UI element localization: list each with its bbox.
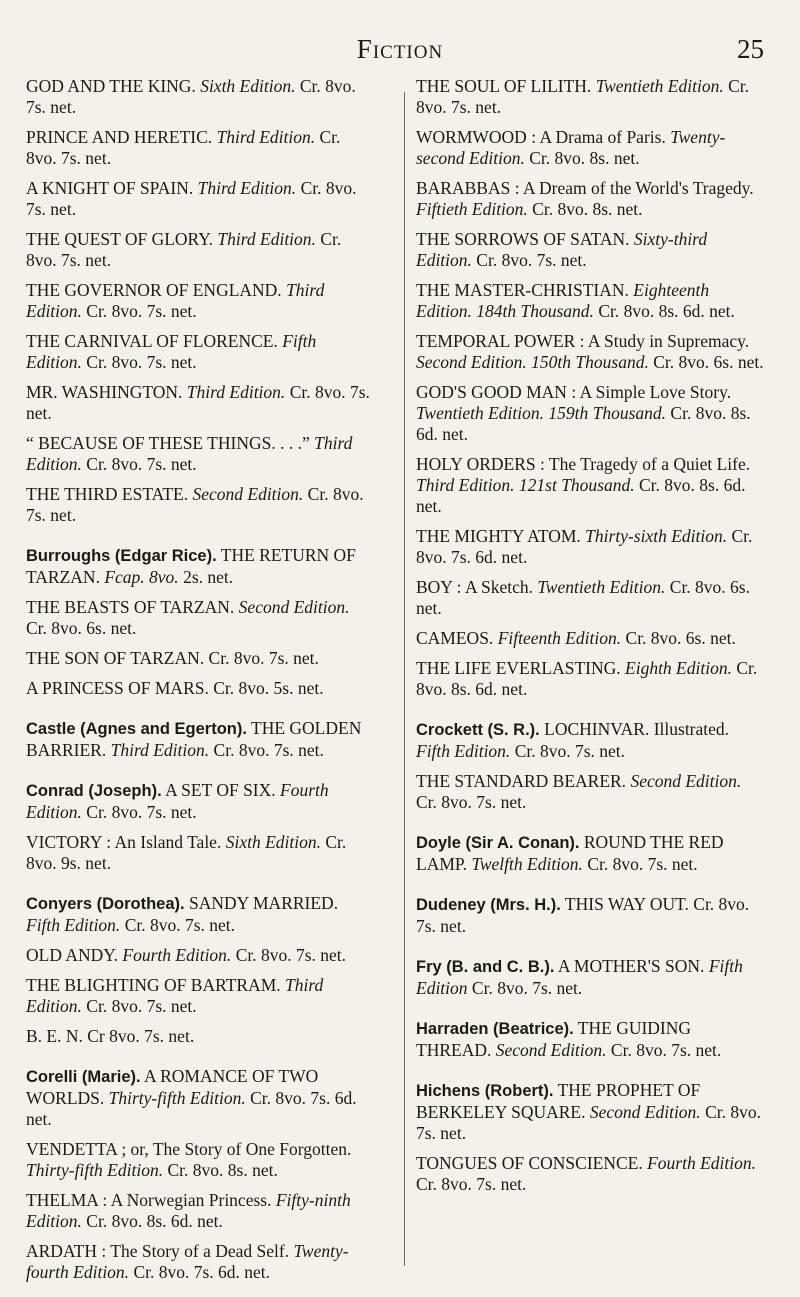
- catalog-entry: [26, 975, 374, 1017]
- entry-edition: Fifth Edition.: [26, 331, 317, 372]
- entry-details: Cr. 8vo. 7s. 6d. net.: [133, 1262, 271, 1282]
- catalog-entry: [26, 597, 374, 639]
- entry-details: Cr. 8vo. 7s. net.: [26, 382, 370, 423]
- entry-edition: Fifth Edition.: [26, 915, 121, 935]
- entry-edition: Third Edition.: [26, 975, 324, 1016]
- entry-details: Cr. 8vo. 8s. net.: [532, 199, 643, 219]
- entry-edition: Third Edition.: [197, 178, 297, 198]
- entry-edition: Third Edition.: [216, 127, 316, 147]
- entry-title: B. E. N.: [26, 1026, 83, 1046]
- catalog-entry: [416, 526, 764, 568]
- entry-edition: Fcap. 8vo.: [104, 567, 179, 587]
- entry-title: VENDETTA ; or, The Story of One Forgotten.: [26, 1139, 352, 1159]
- entry-details: Cr. 8vo. 7s. net.: [610, 1040, 722, 1060]
- entry-title: THE LIFE EVERLASTING.: [416, 658, 621, 678]
- entry-author: Crockett (S. R.).: [416, 721, 540, 739]
- catalog-entry: [416, 382, 764, 445]
- entry-edition: Third Edition. 121st Thousand.: [416, 475, 635, 495]
- entry-title: LOCHINVAR. Illustrated.: [544, 719, 730, 739]
- catalog-entry: [416, 719, 764, 762]
- entry-title: VICTORY : An Island Tale.: [26, 832, 222, 852]
- entry-details: Cr. 8vo. 7s. net.: [86, 352, 197, 372]
- entry-author: Hichens (Robert).: [416, 1082, 554, 1100]
- entry-title: GOD AND THE KING.: [26, 76, 196, 96]
- entry-title: A SET OF SIX.: [165, 780, 276, 800]
- entry-title: THE STANDARD BEARER.: [416, 771, 627, 791]
- entry-author: Conyers (Dorothea).: [26, 895, 185, 913]
- entry-edition: Second Edition. 150th Thousand.: [416, 352, 649, 372]
- entry-edition: Twentieth Edition.: [537, 577, 666, 597]
- entry-edition: Eighth Edition.: [625, 658, 732, 678]
- entry-details: Cr. 8vo. 7s. net.: [416, 894, 750, 936]
- entry-title: A ROMANCE OF TWO WORLDS.: [26, 1066, 319, 1108]
- entry-edition: Eighteenth Edition. 184th Thousand.: [416, 280, 710, 321]
- entry-title: THE SOUL OF LILITH.: [416, 76, 592, 96]
- entry-author: Dudeney (Mrs. H.).: [416, 896, 561, 914]
- catalog-entry: [26, 1190, 374, 1232]
- entry-author: Doyle (Sir A. Conan).: [416, 834, 580, 852]
- catalog-entry: [416, 280, 764, 322]
- entry-title: THE RETURN OF TARZAN.: [26, 545, 356, 587]
- entry-details: Cr. 8vo. 6s. net.: [625, 628, 736, 648]
- entry-title: THE QUEST OF GLORY.: [26, 229, 214, 249]
- entry-details: Cr. 8vo. 8s. net.: [167, 1160, 278, 1180]
- entry-edition: Fourth Edition.: [647, 1153, 756, 1173]
- entry-details: Cr. 8vo. 7s. net.: [587, 854, 698, 874]
- catalog-entry: [416, 658, 764, 700]
- catalog-entry: [26, 280, 374, 322]
- entry-edition: Fourth Edition.: [122, 945, 232, 965]
- entry-edition: Third Edition.: [186, 382, 286, 402]
- entry-title: BOY : A Sketch.: [416, 577, 533, 597]
- entry-details: Cr. 8vo. 6s. net.: [416, 577, 750, 618]
- entry-title: THE GUIDING THREAD.: [416, 1018, 692, 1060]
- entry-edition: Third Edition.: [217, 229, 316, 249]
- entry-details: Cr. 8vo. 7s. net.: [26, 178, 357, 219]
- entry-title: WORMWOOD : A Drama of Paris.: [416, 127, 666, 147]
- entry-title: A PRINCESS OF MARS.: [26, 678, 209, 698]
- entry-details: Cr. 8vo. 7s. net.: [86, 996, 197, 1016]
- entry-edition: Thirty-sixth Edition.: [585, 526, 728, 546]
- left-column: [26, 76, 374, 1292]
- entry-details: Cr. 8vo. 7s. net.: [208, 648, 319, 668]
- entry-title: HOLY ORDERS : The Tragedy of a Quiet Life.: [416, 454, 751, 474]
- entry-author: Fry (B. and C. B.).: [416, 958, 555, 976]
- catalog-entry: [26, 678, 374, 699]
- entry-details: Cr. 8vo. 8s. net.: [529, 148, 640, 168]
- entry-details: Cr. 8vo. 7s. net.: [213, 740, 324, 760]
- catalog-entry: [26, 1241, 374, 1283]
- entry-details: Cr. 8vo. 8s. 6d. net.: [86, 1211, 223, 1231]
- entry-title: ARDATH : The Story of a Dead Self.: [26, 1241, 290, 1261]
- entry-details: 2s. net.: [183, 567, 234, 587]
- catalog-entry: [416, 832, 764, 875]
- catalog-entry: [416, 127, 764, 169]
- entry-details: Cr. 8vo. 7s. net.: [86, 802, 197, 822]
- catalog-entry: [416, 956, 764, 999]
- entry-title: THE SORROWS OF SATAN.: [416, 229, 630, 249]
- entry-edition: Third Edition.: [110, 740, 210, 760]
- catalog-entry: [416, 76, 764, 118]
- entry-author: Castle (Agnes and Egerton).: [26, 720, 247, 738]
- entry-edition: Sixty-third Edition.: [416, 229, 708, 270]
- entry-details: Cr. 8vo. 7s. net.: [476, 250, 587, 270]
- catalog-entry: [26, 127, 374, 169]
- catalog-entry: [416, 178, 764, 220]
- entry-title: OLD ANDY.: [26, 945, 119, 965]
- page-header: [0, 12, 800, 62]
- column-divider: [404, 92, 405, 1266]
- entry-title: THELMA : A Norwegian Princess.: [26, 1190, 272, 1210]
- entry-edition: Fourth Edition.: [26, 780, 329, 822]
- catalog-entry: [416, 1018, 764, 1061]
- entry-edition: Sixth Edition.: [225, 832, 321, 852]
- entry-edition: Second Edition.: [589, 1102, 701, 1122]
- entry-title: A MOTHER'S SON.: [557, 956, 705, 976]
- entry-title: THE BEASTS OF TARZAN.: [26, 597, 235, 617]
- catalog-entry: [416, 229, 764, 271]
- entry-edition: Second Edition.: [238, 597, 350, 617]
- entry-edition: Fifth Edition.: [416, 741, 511, 761]
- entry-title: TEMPORAL POWER : A Study in Supremacy.: [416, 331, 750, 351]
- entry-edition: Sixth Edition.: [200, 76, 296, 96]
- entry-author: Harraden (Beatrice).: [416, 1020, 574, 1038]
- entry-edition: Second Edition.: [630, 771, 742, 791]
- catalog-entry: [26, 229, 374, 271]
- entry-details: Cr. 8vo. 7s. net.: [26, 76, 356, 117]
- entry-details: Cr. 8vo. 7s. net.: [124, 915, 236, 935]
- entry-title: THIS WAY OUT.: [564, 894, 689, 914]
- entry-details: Cr. 8vo. 7s. net.: [86, 301, 197, 321]
- entry-details: Cr. 8vo. 7s. net.: [514, 741, 626, 761]
- right-column: [416, 76, 764, 1204]
- entry-details: Cr. 8vo. 7s. 6d. net.: [26, 1088, 357, 1129]
- entry-edition: Fiftieth Edition.: [416, 199, 528, 219]
- catalog-entry: [26, 1026, 374, 1047]
- entry-edition: Twentieth Edition. 159th Thousand.: [416, 403, 667, 423]
- catalog-entry: [26, 718, 374, 761]
- entry-title: THE PROPHET OF BERKELEY SQUARE.: [416, 1080, 701, 1122]
- entry-edition: Third Edition.: [26, 280, 325, 321]
- catalog-entry: [416, 1080, 764, 1144]
- catalog-entry: [416, 628, 764, 649]
- entry-title: THE GOVERNOR OF ENGLAND.: [26, 280, 282, 300]
- entry-title: THE GOLDEN BARRIER.: [26, 718, 362, 760]
- catalog-entry: [416, 577, 764, 619]
- catalog-entry: [416, 771, 764, 813]
- entry-edition: Twenty-fourth Edition.: [26, 1241, 349, 1282]
- entry-edition: Twentieth Edition.: [595, 76, 724, 96]
- entry-details: Cr. 8vo. 7s. net.: [26, 484, 364, 525]
- catalog-entry: [26, 648, 374, 669]
- entry-details: Cr. 8vo. 7s. net.: [26, 229, 342, 270]
- entry-details: Cr 8vo. 7s. net.: [87, 1026, 195, 1046]
- catalog-entry: [26, 1066, 374, 1130]
- entry-details: Cr. 8vo. 7s. net.: [235, 945, 347, 965]
- entry-edition: Second Edition.: [495, 1040, 607, 1060]
- catalog-entry: [26, 945, 374, 966]
- entry-title: BARABBAS : A Dream of the World's Tragedy.: [416, 178, 754, 198]
- entry-edition: Third Edition.: [26, 433, 353, 474]
- entry-edition: Thirty-fifth Edition.: [108, 1088, 246, 1108]
- entry-edition: Twelfth Edition.: [471, 854, 583, 874]
- entry-edition: Fifth Edition: [416, 956, 743, 998]
- entry-details: Cr. 8vo. 8s. 6d. net.: [416, 403, 751, 444]
- entry-details: Cr. 8vo. 7s. net.: [471, 978, 583, 998]
- catalog-entry: [26, 893, 374, 936]
- entry-author: Conrad (Joseph).: [26, 782, 162, 800]
- entry-edition: Twenty-second Edition.: [416, 127, 726, 168]
- entry-details: Cr. 8vo. 8s. 6d. net.: [598, 301, 735, 321]
- entry-title: GOD'S GOOD MAN : A Simple Love Story.: [416, 382, 732, 402]
- entry-details: Cr. 8vo. 7s. net.: [416, 1102, 761, 1143]
- entry-title: MR. WASHINGTON.: [26, 382, 183, 402]
- catalog-entry: [26, 832, 374, 874]
- entry-details: Cr. 8vo. 7s. net.: [416, 76, 749, 117]
- entry-details: Cr. 8vo. 6s. net.: [26, 618, 137, 638]
- entry-title: CAMEOS.: [416, 628, 494, 648]
- entry-title: A KNIGHT OF SPAIN.: [26, 178, 194, 198]
- entry-details: Cr. 8vo. 7s. net.: [26, 127, 341, 168]
- entry-title: THE BLIGHTING OF BARTRAM.: [26, 975, 281, 995]
- catalog-entry: [416, 454, 764, 517]
- entry-details: Cr. 8vo. 8s. 6d. net.: [416, 475, 746, 516]
- catalog-entry: [26, 780, 374, 823]
- entry-title: THE CARNIVAL OF FLORENCE.: [26, 331, 278, 351]
- catalog-entry: [26, 331, 374, 373]
- entry-details: Cr. 8vo. 9s. net.: [26, 832, 347, 873]
- entry-title: TONGUES OF CONSCIENCE.: [416, 1153, 643, 1173]
- entry-title: SANDY MARRIED.: [188, 893, 339, 913]
- entry-details: Cr. 8vo. 5s. net.: [213, 678, 324, 698]
- entry-title: PRINCE AND HERETIC.: [26, 127, 213, 147]
- running-head: Fiction: [356, 34, 444, 64]
- catalog-entry: [26, 382, 374, 424]
- entry-edition: Thirty-fifth Edition.: [26, 1160, 164, 1180]
- catalog-entry: [26, 1139, 374, 1181]
- entry-details: Cr. 8vo. 6s. net.: [653, 352, 764, 372]
- page-number: 25: [737, 34, 764, 64]
- catalog-entry: [26, 433, 374, 475]
- entry-details: Cr. 8vo. 7s. 6d. net.: [416, 526, 753, 567]
- catalog-entry: [26, 76, 374, 118]
- entry-title: THE SON OF TARZAN.: [26, 648, 205, 668]
- entry-details: Cr. 8vo. 7s. net.: [416, 792, 527, 812]
- entry-edition: Second Edition.: [192, 484, 304, 504]
- catalog-entry: [416, 894, 764, 937]
- catalog-entry: [26, 545, 374, 588]
- entry-details: Cr. 8vo. 7s. net.: [86, 454, 197, 474]
- entry-title: THE MIGHTY ATOM.: [416, 526, 581, 546]
- entry-title: THE MASTER-CHRISTIAN.: [416, 280, 629, 300]
- entry-title: ROUND THE RED LAMP.: [416, 832, 724, 874]
- entry-author: Corelli (Marie).: [26, 1068, 141, 1086]
- catalog-entry: [26, 178, 374, 220]
- entry-edition: Fifty-ninth Edition.: [26, 1190, 351, 1231]
- catalog-entry: [26, 484, 374, 526]
- entry-author: Burroughs (Edgar Rice).: [26, 547, 217, 565]
- entry-title: “ BECAUSE OF THESE THINGS. . . .”: [26, 433, 310, 453]
- entry-edition: Fifteenth Edition.: [497, 628, 622, 648]
- entry-details: Cr. 8vo. 7s. net.: [416, 1174, 527, 1194]
- entry-title: THE THIRD ESTATE.: [26, 484, 189, 504]
- catalog-entry: [416, 1153, 764, 1195]
- catalog-entry: [416, 331, 764, 373]
- entry-details: Cr. 8vo. 8s. 6d. net.: [416, 658, 758, 699]
